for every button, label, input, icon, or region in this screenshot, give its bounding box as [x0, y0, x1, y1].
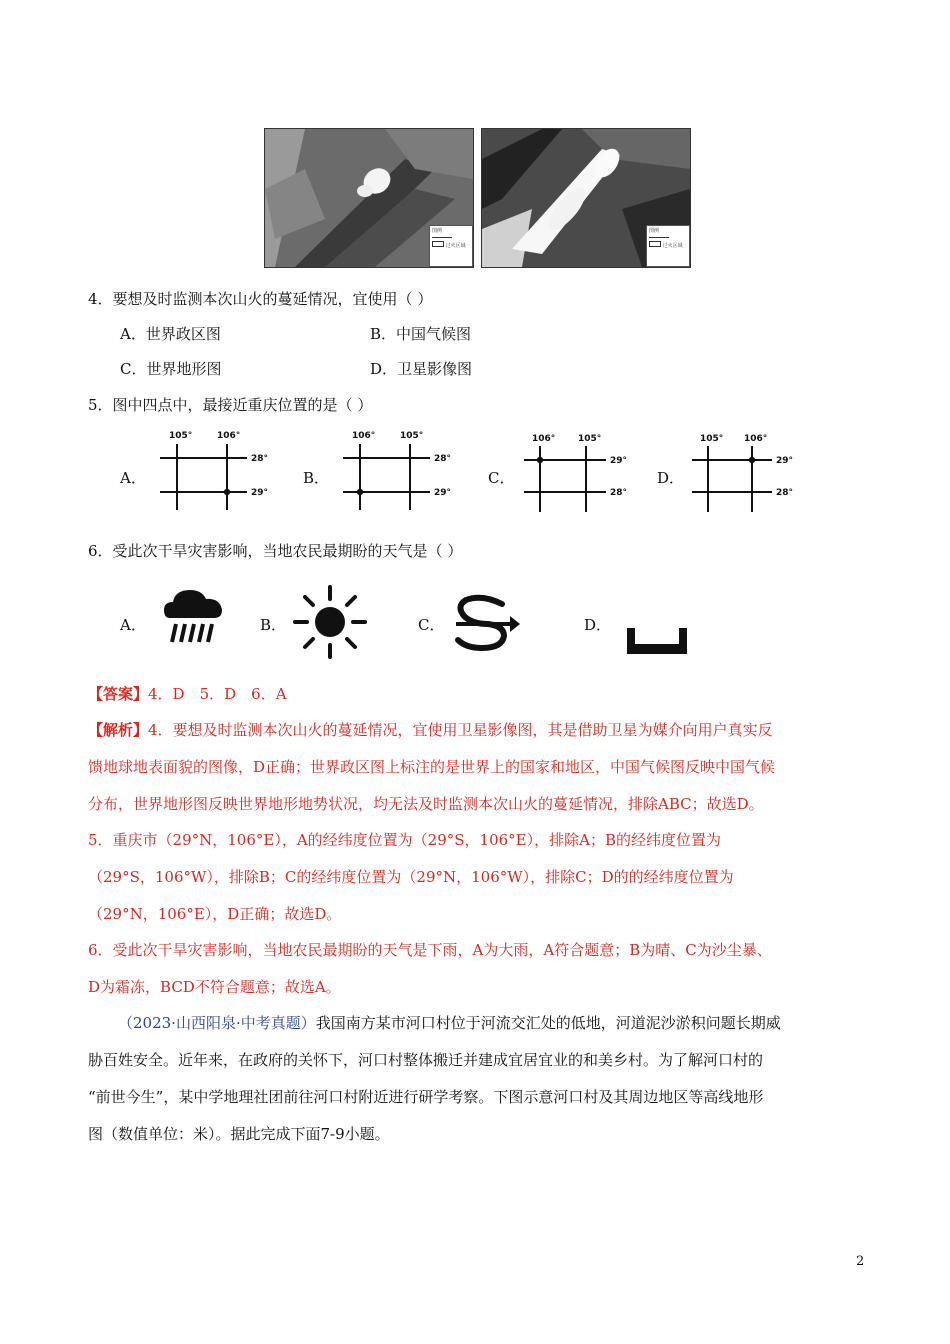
heavy-rain-icon [160, 586, 226, 646]
analysis-q5 [88, 822, 868, 933]
analysis-q4-line-2: 馈地球地表面貌的图像，D正确；世界政区图上标注的是世界上的国家和地区，中国气候图反映中国气候 [88, 758, 776, 776]
grid-diagram-a [155, 428, 285, 512]
analysis-q5-line-3: （29°N，106°E），D正确；故选D。 [88, 905, 342, 923]
grid-b-right-bottom: 29° [434, 488, 452, 498]
grid-c-top-right: 105° [578, 434, 602, 444]
question-5-stem: 5．图中四点中，最接近重庆位置的是（ ） [88, 396, 373, 414]
passage-line-2: 胁百姓安全。近年来，在政府的关怀下，河口村整体搬迁并建成宜居宜业的和美乡村。为了解河口村的 [88, 1051, 764, 1069]
question-5-label-b[interactable]: B． [303, 469, 330, 487]
answer-tag: 【答案】 [88, 685, 149, 703]
page-number: 2 [856, 1254, 865, 1269]
question-6-label-b[interactable]: B． [260, 616, 287, 634]
analysis-tag: 【解析】 [88, 721, 149, 739]
question-5-label-a[interactable]: A． [120, 469, 146, 487]
analysis-q6-line-1: 6．受此次干旱灾害影响，当地农民最期盼的天气是下雨，A为大雨，A符合题意；B为晴、C为沙尘暴、 [88, 941, 772, 959]
question-4-option-c[interactable]: C．世界地形图 [120, 360, 222, 378]
grid-c-top-left: 106° [532, 434, 556, 444]
question-4-option-b[interactable]: B．中国气候图 [370, 325, 472, 343]
answer-line [88, 676, 287, 713]
passage-line-4: 图（数值单位：米）。据此完成下面7-9小题。 [88, 1125, 390, 1143]
grid-d-top-left: 105° [700, 434, 724, 444]
grid-c-right-bottom: 28° [610, 488, 628, 498]
grid-d-point [749, 457, 755, 463]
sunny-icon [292, 584, 368, 660]
grid-d-right-top: 29° [776, 456, 794, 466]
question-6-label-a[interactable]: A． [120, 616, 146, 634]
grid-diagram-d [692, 428, 822, 512]
satellite-image-before [264, 128, 474, 268]
analysis-q4 [88, 712, 868, 823]
question-4-option-d[interactable]: D．卫星影像图 [370, 360, 473, 378]
satellite-image-after [481, 128, 691, 268]
question-4-stem: 4．要想及时监测本次山火的蔓延情况，宜使用（ ） [88, 290, 433, 308]
analysis-q5-line-2: （29°S，106°W），排除B；C的经纬度位置为（29°N，106°W），排除C；D的的经纬度位置为 [88, 868, 734, 886]
question-6-label-d[interactable]: D． [584, 616, 612, 634]
satellite-legend-right: 图例 过火区域 [646, 225, 690, 267]
grid-a-right-bottom: 29° [251, 488, 269, 498]
grid-b-top-right: 105° [400, 431, 424, 441]
sandstorm-icon [452, 594, 522, 654]
analysis-q5-line-1: 5．重庆市（29°N，106°E），A的经纬度位置为（29°S，106°E），排除A；B的经纬度位置为 [88, 831, 721, 849]
question-4-option-a[interactable]: A．世界政区图 [120, 325, 221, 343]
grid-c-point [537, 457, 543, 463]
question-6-stem: 6．受此次干旱灾害影响，当地农民最期盼的天气是（ ） [88, 542, 463, 560]
passage-7-9 [88, 1005, 868, 1153]
grid-b-point [357, 489, 363, 495]
satellite-legend-left: 图例 过火区域 [429, 225, 473, 267]
question-5-label-d[interactable]: D． [657, 469, 685, 487]
grid-a-top-left: 105° [169, 431, 193, 441]
grid-diagram-c [522, 428, 652, 512]
analysis-q6-line-2: D为霜冻，BCD不符合题意；故选A。 [88, 978, 341, 996]
question-5-label-c[interactable]: C． [488, 469, 515, 487]
grid-d-right-bottom: 28° [776, 488, 794, 498]
passage-source: （2023·山西阳泉·中考真题） [118, 1014, 316, 1032]
grid-c-right-top: 29° [610, 456, 628, 466]
analysis-q4-line-1: 4．要想及时监测本次山火的蔓延情况，宜使用卫星影像图，其是借助卫星为媒介向用户真实反 [148, 721, 773, 739]
grid-a-top-right: 106° [217, 431, 241, 441]
analysis-q6 [88, 932, 868, 1006]
grid-a-right-top: 28° [251, 454, 269, 464]
grid-diagram-b [338, 428, 468, 512]
grid-b-top-left: 106° [352, 431, 376, 441]
passage-line-3: “前世今生”，某中学地理社团前往河口村附近进行研学考察。下图示意河口村及其周边地区等高线地形 [88, 1088, 764, 1106]
question-6-label-c[interactable]: C． [418, 616, 445, 634]
passage-line-1: 我国南方某市河口村位于河流交汇处的低地，河道泥沙淤积问题长期威 [315, 1014, 781, 1032]
grid-d-top-right: 106° [744, 434, 768, 444]
analysis-q4-line-3: 分布，世界地形图反映世界地形地势状况，均无法及时监测本次山火的蔓延情况，排除ABC；故选D。 [88, 795, 764, 813]
answer-text: 4．D 5．D 6．A [148, 685, 287, 703]
grid-a-point [224, 489, 230, 495]
frost-icon [625, 626, 689, 656]
grid-b-right-top: 28° [434, 454, 452, 464]
